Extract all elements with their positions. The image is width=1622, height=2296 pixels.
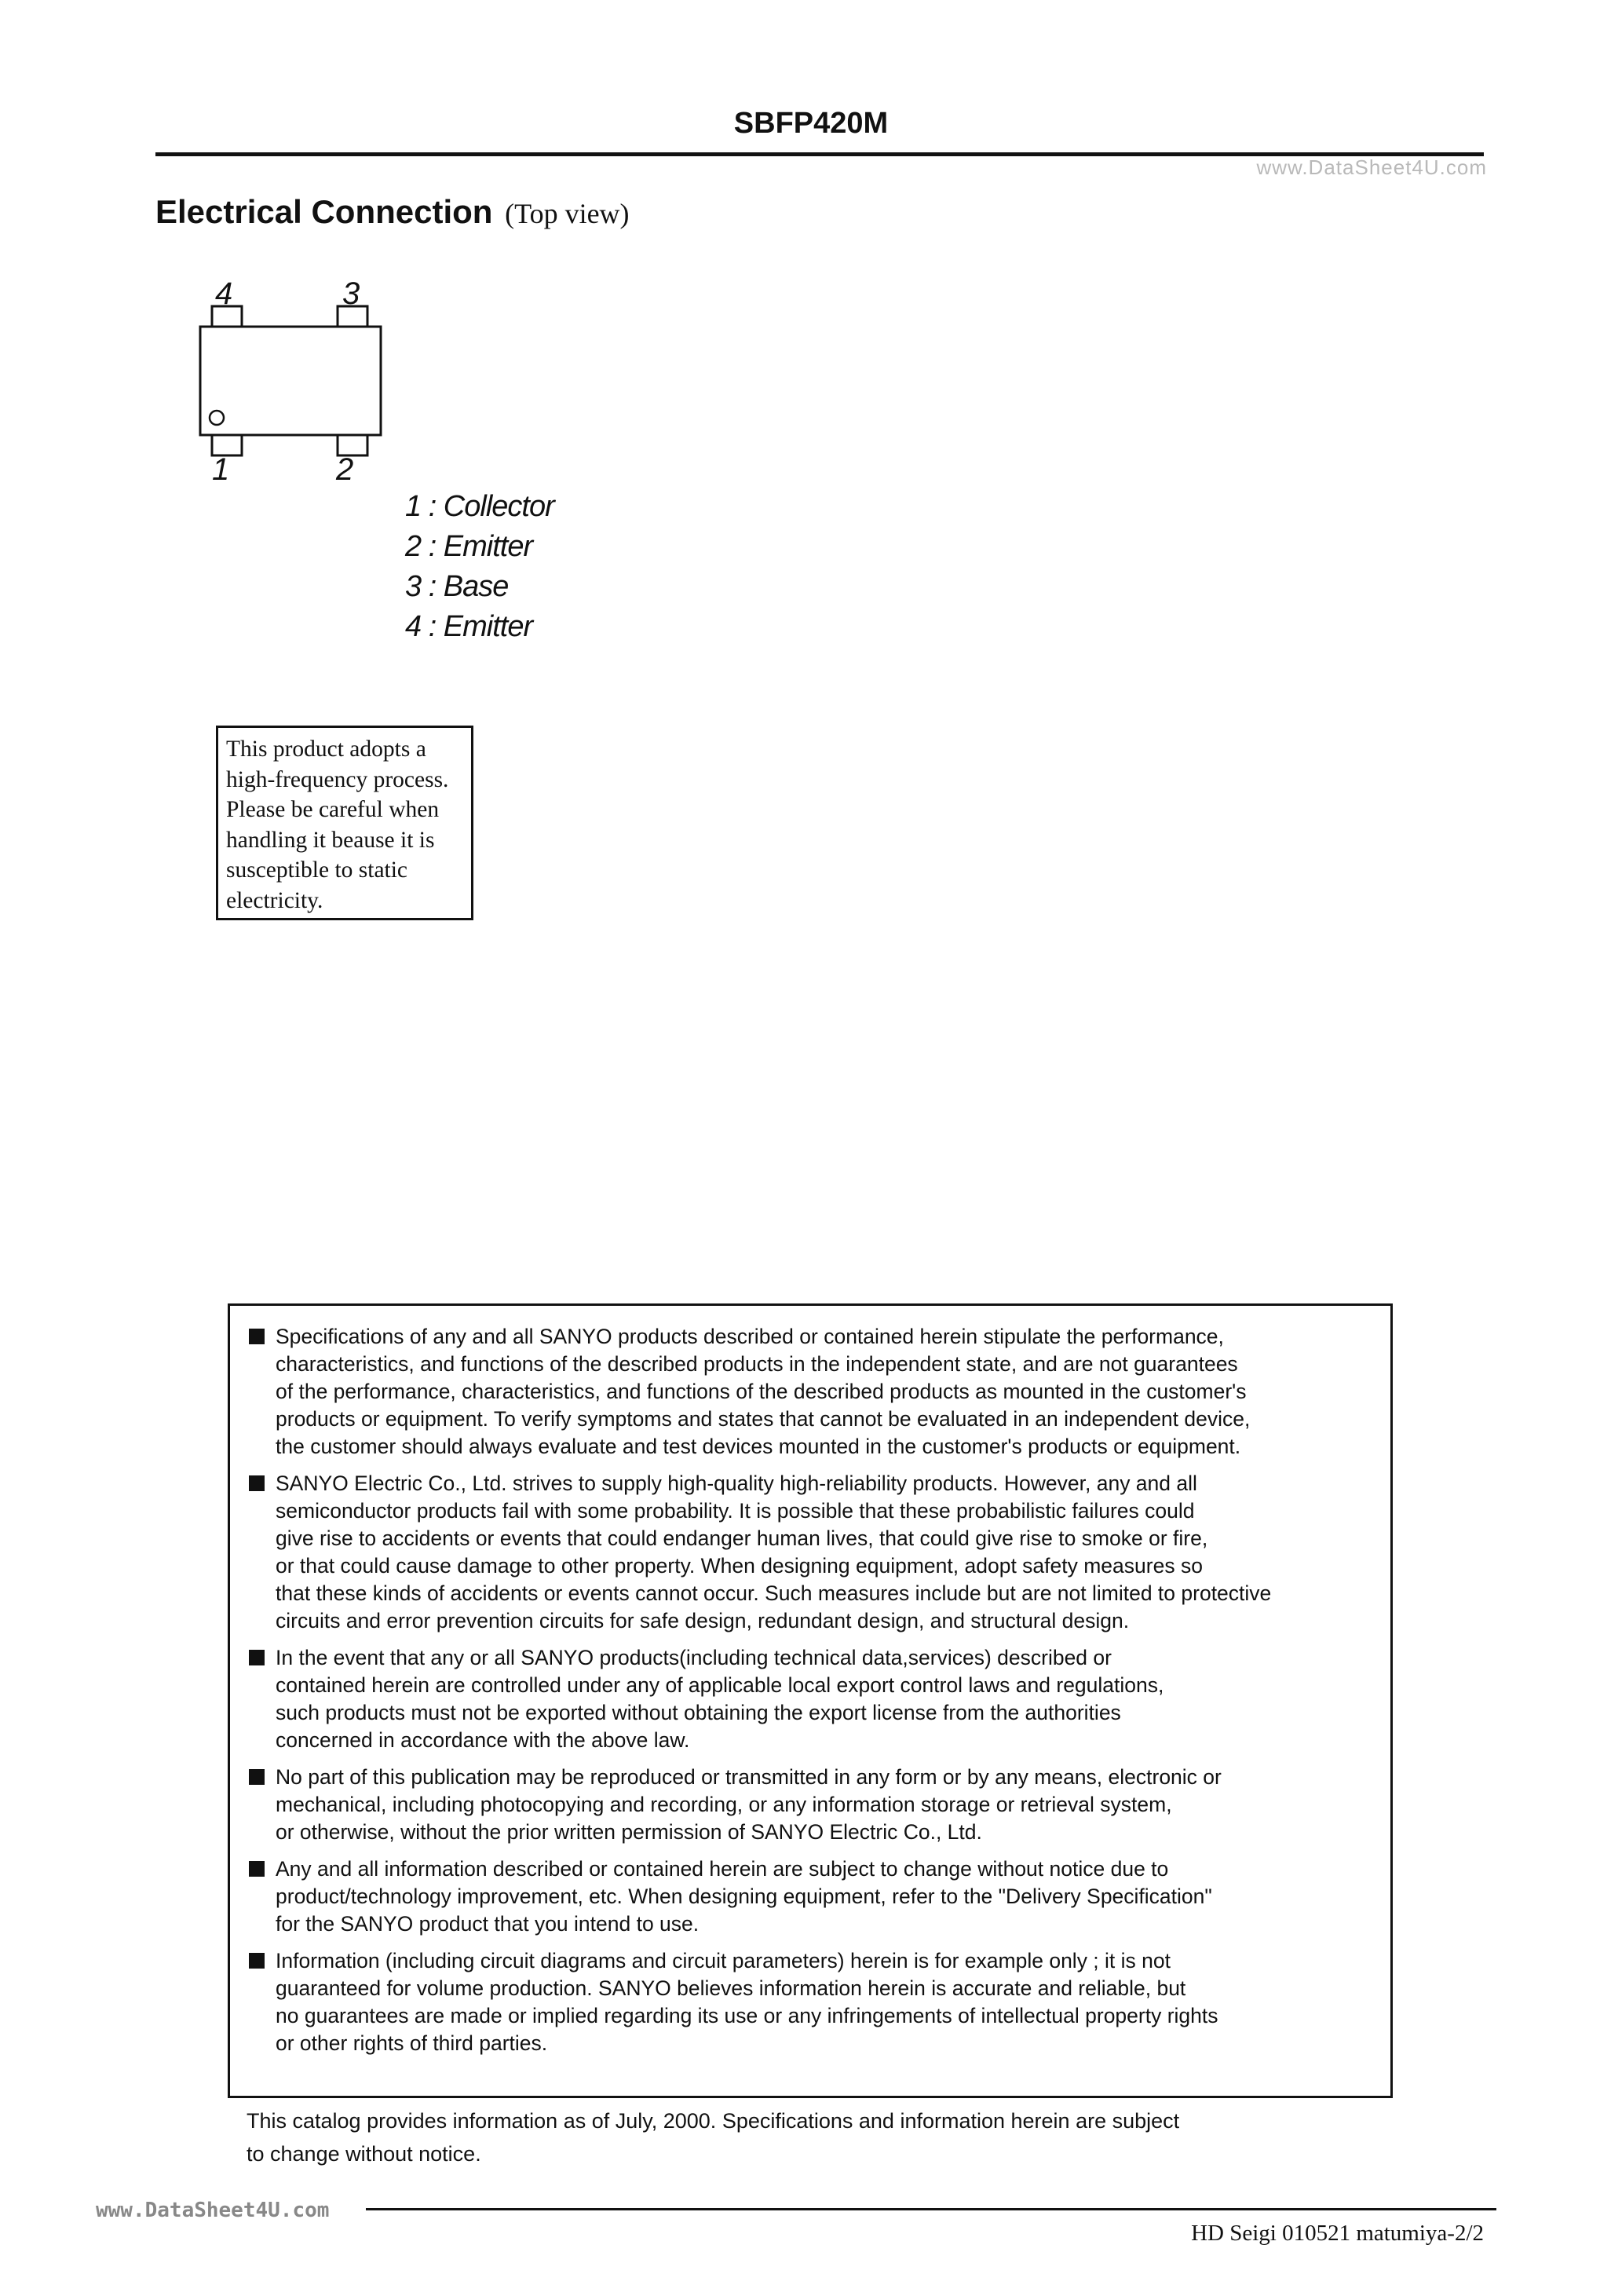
pin-assignment-list <box>405 487 554 647</box>
disclaimer-item <box>249 1855 1373 1938</box>
disclaimer-text: Any and all information described or contained herein are subject to change without notice due to product/technology improvement, etc. When designing equipment, refer to the "Delivery Specification" for the SANYO product that you intend to use. <box>276 1857 1212 1936</box>
disclaimer-text: Specifications of any and all SANYO products described or contained herein stipulate the performance, characteristics, and functions of the described products in the independent state, and are not guarantees of the performance, characteristics, and functions of the described products as mounted in the customer's products or equipment. To verify symptoms and states that cannot be evaluated in an independent device, the customer should always evaluate and test devices mounted in the customer's products or equipment. <box>276 1325 1251 1458</box>
disclaimer-item <box>249 1764 1373 1846</box>
section-heading <box>155 193 630 231</box>
package-outline-icon <box>181 305 385 459</box>
footer-rule <box>366 2208 1496 2210</box>
page-title: SBFP420M <box>733 107 889 140</box>
pin-assignment: 1 : Collector <box>405 490 554 523</box>
square-bullet-icon <box>249 1769 265 1785</box>
disclaimer-text: In the event that any or all SANYO products(including technical data,services) described or contained herein are controlled under any of applicable local export control laws and regulations, such products must not be exported without obtaining the export license from the authorities concerned in accordance with the above law. <box>276 1646 1164 1752</box>
disclaimer-text: SANYO Electric Co., Ltd. strives to supply high-quality high-reliability products. However, any and all semiconductor products fail with some probability. It is possible that these probabilistic failures could give rise to accidents or events that could endanger human lives, that could give rise to smoke or fire, or that could cause damage to other property. When designing equipment, adopt safety measures so that these kinds of accidents or events cannot occur. Such measures include but are not limited to protective circuits and error prevention circuits for safe design, redundant design, and structural design. <box>276 1472 1272 1632</box>
pin-assignment: 2 : Emitter <box>405 530 533 563</box>
pin-label-2: 2 <box>336 452 354 487</box>
footer-text: HD Seigi 010521 matumiya-2/2 <box>1191 2221 1484 2246</box>
pin-assignment: 4 : Emitter <box>405 610 533 643</box>
pin-label-4: 4 <box>215 276 233 311</box>
esd-note-box: This product adopts a high-frequency process. Please be careful when handling it beause it is susceptible to static electricity. <box>216 726 473 920</box>
disclaimer-item <box>249 1323 1373 1461</box>
disclaimer-item <box>249 1644 1373 1754</box>
pin-assignment: 3 : Base <box>405 570 509 603</box>
package-diagram <box>181 267 416 503</box>
watermark-top: www.DataSheet4U.com <box>1256 155 1487 179</box>
square-bullet-icon <box>249 1329 265 1344</box>
disclaimer-text: No part of this publication may be reproduced or transmitted in any form or by any means, electronic or mechanical, including photocopying and recording, or any information storage or retrieval system, or otherwise, without the prior written permission of SANYO Electric Co., Ltd. <box>276 1765 1222 1844</box>
disclaimer-box <box>228 1303 1393 2098</box>
pin-label-3: 3 <box>342 276 360 311</box>
square-bullet-icon <box>249 1861 265 1877</box>
disclaimer-item <box>249 1470 1373 1635</box>
catalog-note: This catalog provides information as of July, 2000. Specifications and information herein are subject to change without notice. <box>247 2109 1180 2166</box>
square-bullet-icon <box>249 1953 265 1969</box>
square-bullet-icon <box>249 1650 265 1665</box>
section-subheading: (Top view) <box>505 198 630 229</box>
pin-label-1: 1 <box>212 452 230 487</box>
disclaimer-item <box>249 1947 1373 2057</box>
square-bullet-icon <box>249 1475 265 1491</box>
section-heading-text: Electrical Connection <box>155 193 493 230</box>
watermark-bottom: www.DataSheet4U.com <box>96 2199 330 2222</box>
disclaimer-text: Information (including circuit diagrams and circuit parameters) herein is for example only ; it is not guaranteed for volume production. SANYO believes information herein is accurate and reliable, but no guarantees are made or implied regarding its use or any infringements of intellectual property rights or other rights of third parties. <box>276 1949 1218 2055</box>
